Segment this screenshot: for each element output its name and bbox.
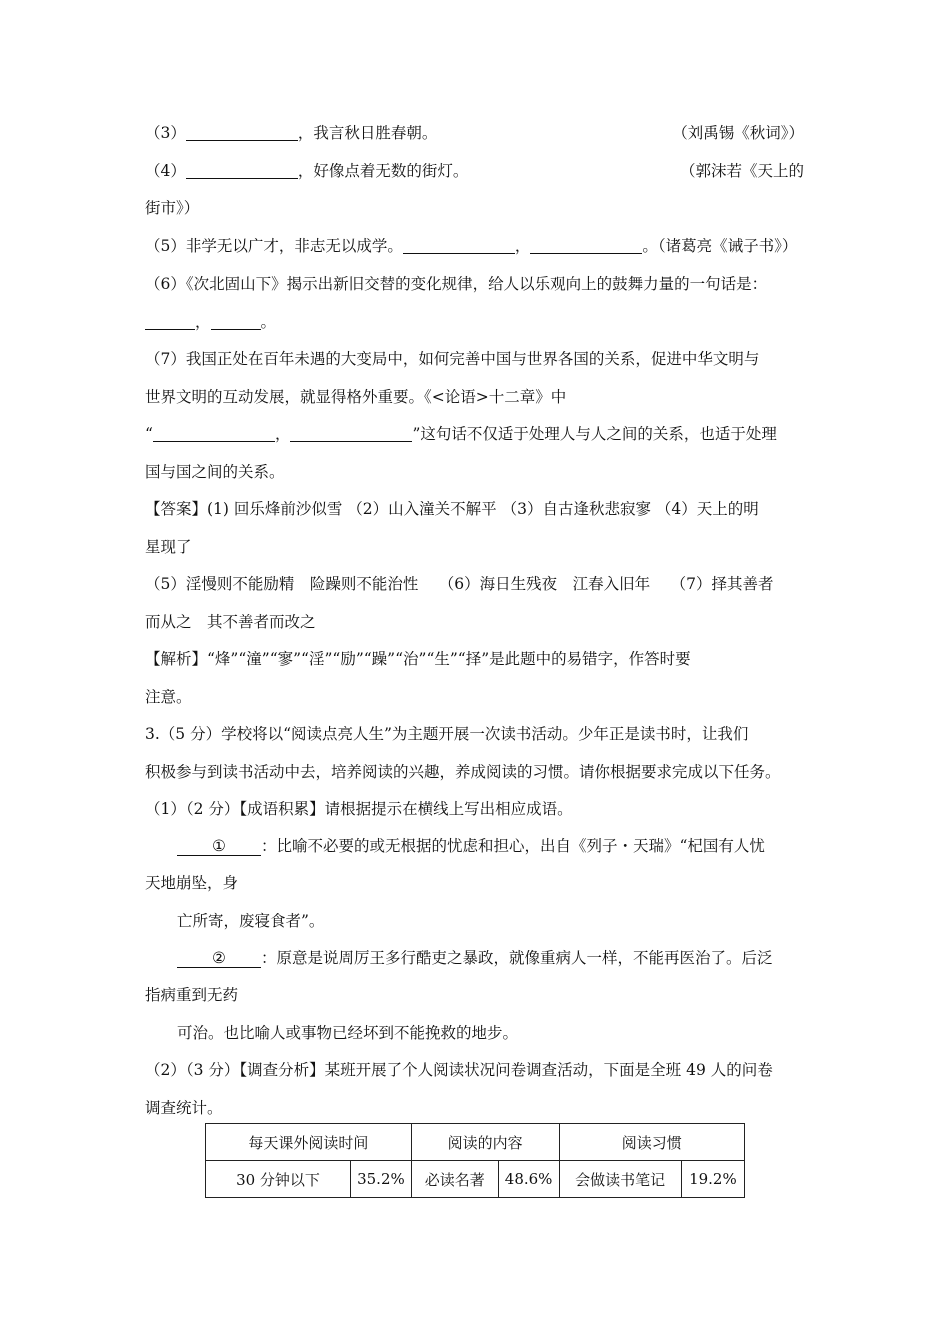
idiom-hint-line-2: 指病重到无药 (145, 986, 239, 1004)
item-source: 。（诸葛亮《诫子书》） (642, 237, 798, 255)
table-header: 阅读习惯 (559, 1124, 744, 1161)
table-cell: 35.2% (351, 1161, 412, 1198)
item-text: ”这句话不仅适于处理人与人之间的关系，也适于处理 (412, 425, 777, 443)
table-header-row (206, 1124, 745, 1161)
question-3-part-2-line-2: 调查统计。 (145, 1099, 223, 1117)
answer-blank[interactable] (186, 124, 298, 141)
answer-line-4: 而从之 其不善者而改之 (145, 613, 316, 631)
question-item-3 (145, 123, 437, 143)
table-cell: 19.2% (681, 1161, 744, 1198)
answer-blank[interactable]: ① (177, 838, 261, 856)
comma: ， (195, 313, 211, 331)
question-3-line-2: 积极参与到读书活动中去，培养阅读的兴趣，养成阅读的习惯。请你根据要求完成以下任务。 (145, 763, 781, 781)
question-3-line-1: 3.（5 分）学校将以“阅读点亮人生”为主题开展一次读书活动。少年正是读书时，让我们 (145, 725, 749, 743)
answer-blank[interactable] (290, 425, 412, 442)
item-number: （3） (145, 124, 186, 142)
question-item-7-line2: 世界文明的互动发展，就显得格外重要。《<论语>十二章》中 (145, 388, 567, 406)
table-cell: 必读名著 (411, 1161, 498, 1198)
item-text: （5）非学无以广才，非志无以成学。 (145, 237, 403, 255)
answer-blank[interactable] (153, 425, 275, 442)
table-header: 阅读的内容 (411, 1124, 559, 1161)
item-text: ，好像点着无数的街灯。 (297, 162, 469, 180)
comma: ， (514, 237, 531, 255)
idiom-blank-1 (177, 836, 765, 856)
answer-line-2: 星现了 (145, 538, 192, 556)
question-3-part-1-title: （1）（2 分）【成语积累】请根据提示在横线上写出相应成语。 (145, 800, 573, 818)
analysis-line-2: 注意。 (145, 688, 192, 706)
table-cell: 会做读书笔记 (559, 1161, 681, 1198)
analysis-line-1: 【解析】“烽”“潼”“寥”“淫”“励”“躁”“治”“生”“择”是此题中的易错字，作答时要 (145, 650, 691, 668)
answer-line-1: 【答案】(1) 回乐烽前沙似雪 （2）山入潼关不解平 （3）自古逢秋悲寂寥 （4）天上的明 (145, 500, 759, 518)
question-item-5 (145, 236, 797, 256)
item-source: （刘禹锡《秋词》） (672, 124, 804, 142)
table-row (206, 1161, 745, 1198)
idiom-hint-line-3: 可治。也比喻人或事物已经坏到不能挽救的地步。 (177, 1024, 519, 1042)
question-item-7-blanks (145, 424, 777, 444)
idiom-hint-line-3: 亡所寄，废寝食者”。 (177, 912, 325, 930)
answer-blank[interactable] (186, 162, 298, 179)
question-item-6: （6）《次北固山下》揭示出新旧交替的变化规律，给人以乐观向上的鼓舞力量的一句话是： (145, 275, 768, 293)
idiom-blank-2 (177, 948, 773, 968)
item-source-continued: 街市》） (145, 199, 200, 217)
answer-blank[interactable] (211, 313, 261, 330)
table-cell: 30 分钟以下 (206, 1161, 351, 1198)
table-header: 每天课外阅读时间 (206, 1124, 412, 1161)
answer-blank[interactable] (145, 313, 195, 330)
item-text: ，我言秋日胜春朝。 (297, 124, 438, 142)
survey-table (205, 1123, 745, 1198)
item-number: （4） (145, 162, 186, 180)
table-cell: 48.6% (498, 1161, 559, 1198)
item-source: （郭沫若《天上的 (679, 162, 804, 180)
question-3-part-2-line-1: （2）（3 分）【调查分析】某班开展了个人阅读状况问卷调查活动，下面是全班 49 人的问卷 (145, 1061, 773, 1079)
idiom-hint: ：原意是说周厉王多行酷吏之暴政，就像重病人一样，不能再医治了。后泛 (261, 949, 773, 967)
idiom-hint-line-2: 天地崩坠，身 (145, 874, 239, 892)
open-quote: “ (145, 425, 153, 443)
question-item-6-blanks (145, 312, 276, 332)
idiom-hint: ：比喻不必要的或无根据的忧虑和担心，出自《列子・天瑞》“杞国有人忧 (261, 837, 765, 855)
answer-blank[interactable] (530, 237, 642, 254)
question-item-7: （7）我国正处在百年未遇的大变局中，如何完善中国与世界各国的关系，促进中华文明与 (145, 350, 760, 368)
question-item-4 (145, 161, 468, 181)
period: 。 (260, 313, 277, 331)
answer-line-3: （5）淫慢则不能励精 险躁则不能治性 （6）海日生残夜 江春入旧年 （7）择其善者 (145, 575, 774, 593)
comma: ， (274, 425, 291, 443)
answer-blank[interactable]: ② (177, 950, 261, 968)
question-item-7-line4: 国与国之间的关系。 (145, 463, 285, 481)
answer-blank[interactable] (403, 237, 515, 254)
